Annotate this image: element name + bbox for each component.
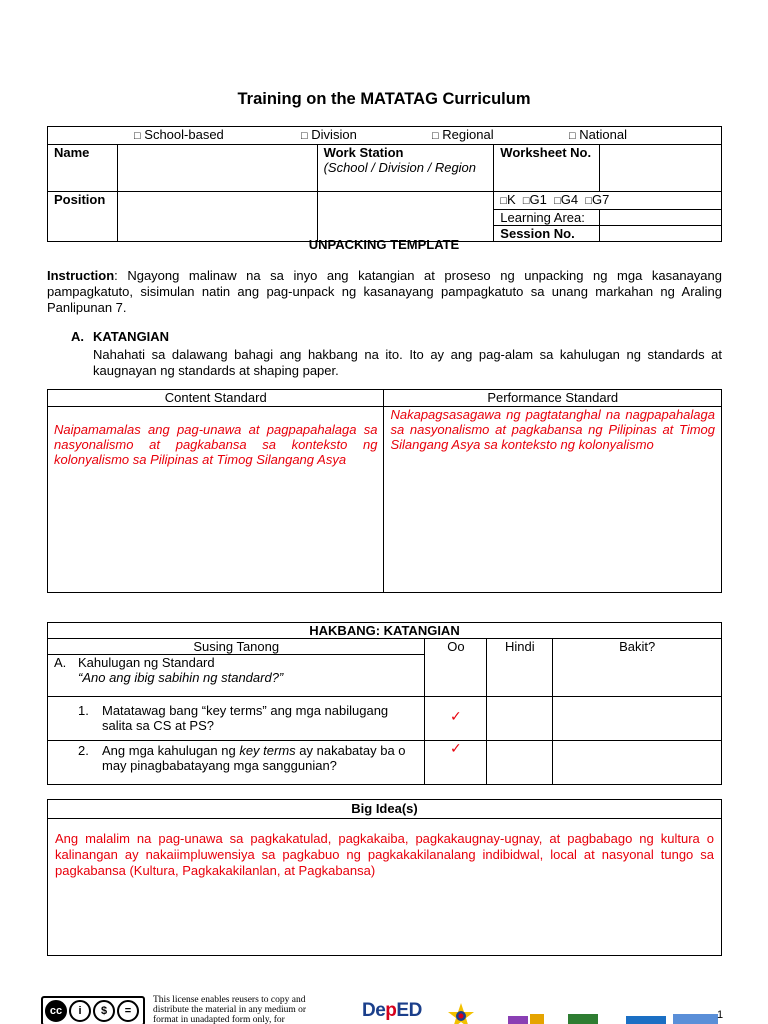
position-field[interactable] xyxy=(117,192,317,242)
checkbox-icon: □ xyxy=(301,130,308,142)
learning-area-label: Learning Area: xyxy=(494,210,600,226)
document-title: Training on the MATATAG Curriculum xyxy=(237,90,531,108)
work-station-hint: (School / Division / Region xyxy=(323,160,477,175)
checkbox-icon: □ xyxy=(432,130,439,142)
q2-no-cell[interactable] xyxy=(487,741,553,785)
participant-info-table xyxy=(47,126,722,242)
checkbox-icon: □ xyxy=(134,130,141,142)
checkbox-icon: □ xyxy=(569,130,576,142)
checkbox-icon: □ xyxy=(585,195,592,207)
unpacking-title: UNPACKING TEMPLATE xyxy=(308,237,460,252)
creative-commons-logo xyxy=(41,996,145,1024)
question-2: 2. Ang mga kahulugan ng key terms ay nakabatay ba o may pinagbabatayang mga sanggunian? xyxy=(48,741,425,785)
position-label: Position xyxy=(48,192,118,242)
q1-why-cell[interactable] xyxy=(553,697,722,741)
philippine-seal-icon xyxy=(446,1001,476,1024)
q2-yes-check-icon[interactable]: ✓ xyxy=(425,741,487,785)
question-group-a: A. Kahulugan ng Standard “Ano ang ibig sabihin ng standard?” xyxy=(48,655,425,697)
checkbox-icon: □ xyxy=(554,195,561,207)
performance-standard-text[interactable]: Nakapagsasagawa ng pagtatanghal na nagpapahalaga sa nasyonalismo at pagkabansa ng Pilipinas at Timog Silangang Asya sa konteksto ng kolonyalismo xyxy=(384,407,722,593)
option-national[interactable]: □ National xyxy=(569,127,627,142)
name-field[interactable] xyxy=(117,145,317,192)
nc-icon: $ xyxy=(93,1000,115,1022)
big-ideas-box xyxy=(47,799,722,956)
option-regional[interactable]: □ Regional xyxy=(432,127,494,142)
checkbox-icon: □ xyxy=(522,195,530,207)
grade-options xyxy=(494,192,722,210)
page-number: 1 xyxy=(717,1009,724,1021)
grade-option-g4[interactable]: □G4 xyxy=(554,192,579,207)
session-label: Session No. xyxy=(494,226,600,242)
col-bakit: Bakit? xyxy=(553,639,722,697)
standards-table xyxy=(47,389,722,593)
name-label: Name xyxy=(48,145,118,192)
instruction-label: Instruction xyxy=(47,268,115,283)
q1-no-cell[interactable] xyxy=(487,697,553,741)
learning-area-field[interactable] xyxy=(600,210,722,226)
checkbox-icon: □ xyxy=(500,195,507,207)
work-station-cell xyxy=(317,145,494,192)
col-susing-tanong: Susing Tanong xyxy=(48,639,425,655)
partner-logos xyxy=(508,1014,728,1024)
col-oo: Oo xyxy=(425,639,487,697)
license-text: This license enables reusers to copy and distribute the material in any medium or format in unadapted form only, for xyxy=(153,995,307,1024)
q2-why-cell[interactable] xyxy=(553,741,722,785)
worksheet-field[interactable] xyxy=(600,145,722,192)
level-options-row xyxy=(48,127,722,145)
worksheet-label: Worksheet No. xyxy=(494,145,600,192)
instruction xyxy=(47,268,722,316)
instruction-text: : Ngayong malinaw na sa inyo ang katangian at proseso ng unpacking ng mga kasanayang pampagkatuto, sisimulan natin ang pag-unpack ng kasanayang pampagkatuto sa unang markahan ng Araling Panlipunan 7. xyxy=(47,268,722,315)
q1-yes-check-icon[interactable]: ✓ xyxy=(425,697,487,741)
section-a-description: Nahahati sa dalawang bahagi ang hakbang na ito. Ito ay ang pag-alam sa kahulugan ng standards at kaugnayan ng standards at shaping paper. xyxy=(93,347,722,378)
section-a-heading: A. KATANGIAN xyxy=(71,329,170,344)
performance-standard-header: Performance Standard xyxy=(384,390,722,407)
col-hindi: Hindi xyxy=(487,639,553,697)
grade-option-g1[interactable]: □G1 xyxy=(522,192,547,207)
nd-icon: = xyxy=(117,1000,139,1022)
hakbang-table xyxy=(47,622,722,785)
big-ideas-header: Big Idea(s) xyxy=(48,800,721,819)
work-station-label: Work Station xyxy=(323,145,404,160)
content-standard-header: Content Standard xyxy=(48,390,384,407)
option-school-based[interactable]: □ School-based xyxy=(134,127,224,142)
by-icon: i xyxy=(69,1000,91,1022)
option-division[interactable]: □ Division xyxy=(301,127,357,142)
hakbang-title: HAKBANG: KATANGIAN xyxy=(48,623,722,639)
big-ideas-text[interactable]: Ang malalim na pag-unawa sa pagkakatulad, pagkakaiba, pagkakaugnay-ugnay, at pagbabago ng kultura o kalinangan ay nakaiimpluwensiya sa pagkabuo ng pagkakakilanalang indibidwal, local at nasyonal tungo sa pagkabansa (Kultura, Pagkakakilanlan, at Pagkabansa) xyxy=(55,831,714,878)
deped-logo: DepED xyxy=(362,1000,422,1021)
question-1: 1. Matatawag bang “key terms” ang mga nabilugang salita sa CS at PS? xyxy=(48,697,425,741)
work-station-field[interactable] xyxy=(317,192,494,242)
grade-option-k[interactable]: □K xyxy=(500,192,516,207)
grade-option-g7[interactable]: □G7 xyxy=(585,192,610,207)
cc-icon: cc xyxy=(45,1000,67,1022)
content-standard-text[interactable]: Naipamamalas ang pag-unawa at pagpapahalaga sa nasyonalismo at pagkabansa sa konteksto ng kolonyalismo sa Pilipinas at Timog Silangang Asya xyxy=(48,407,384,593)
